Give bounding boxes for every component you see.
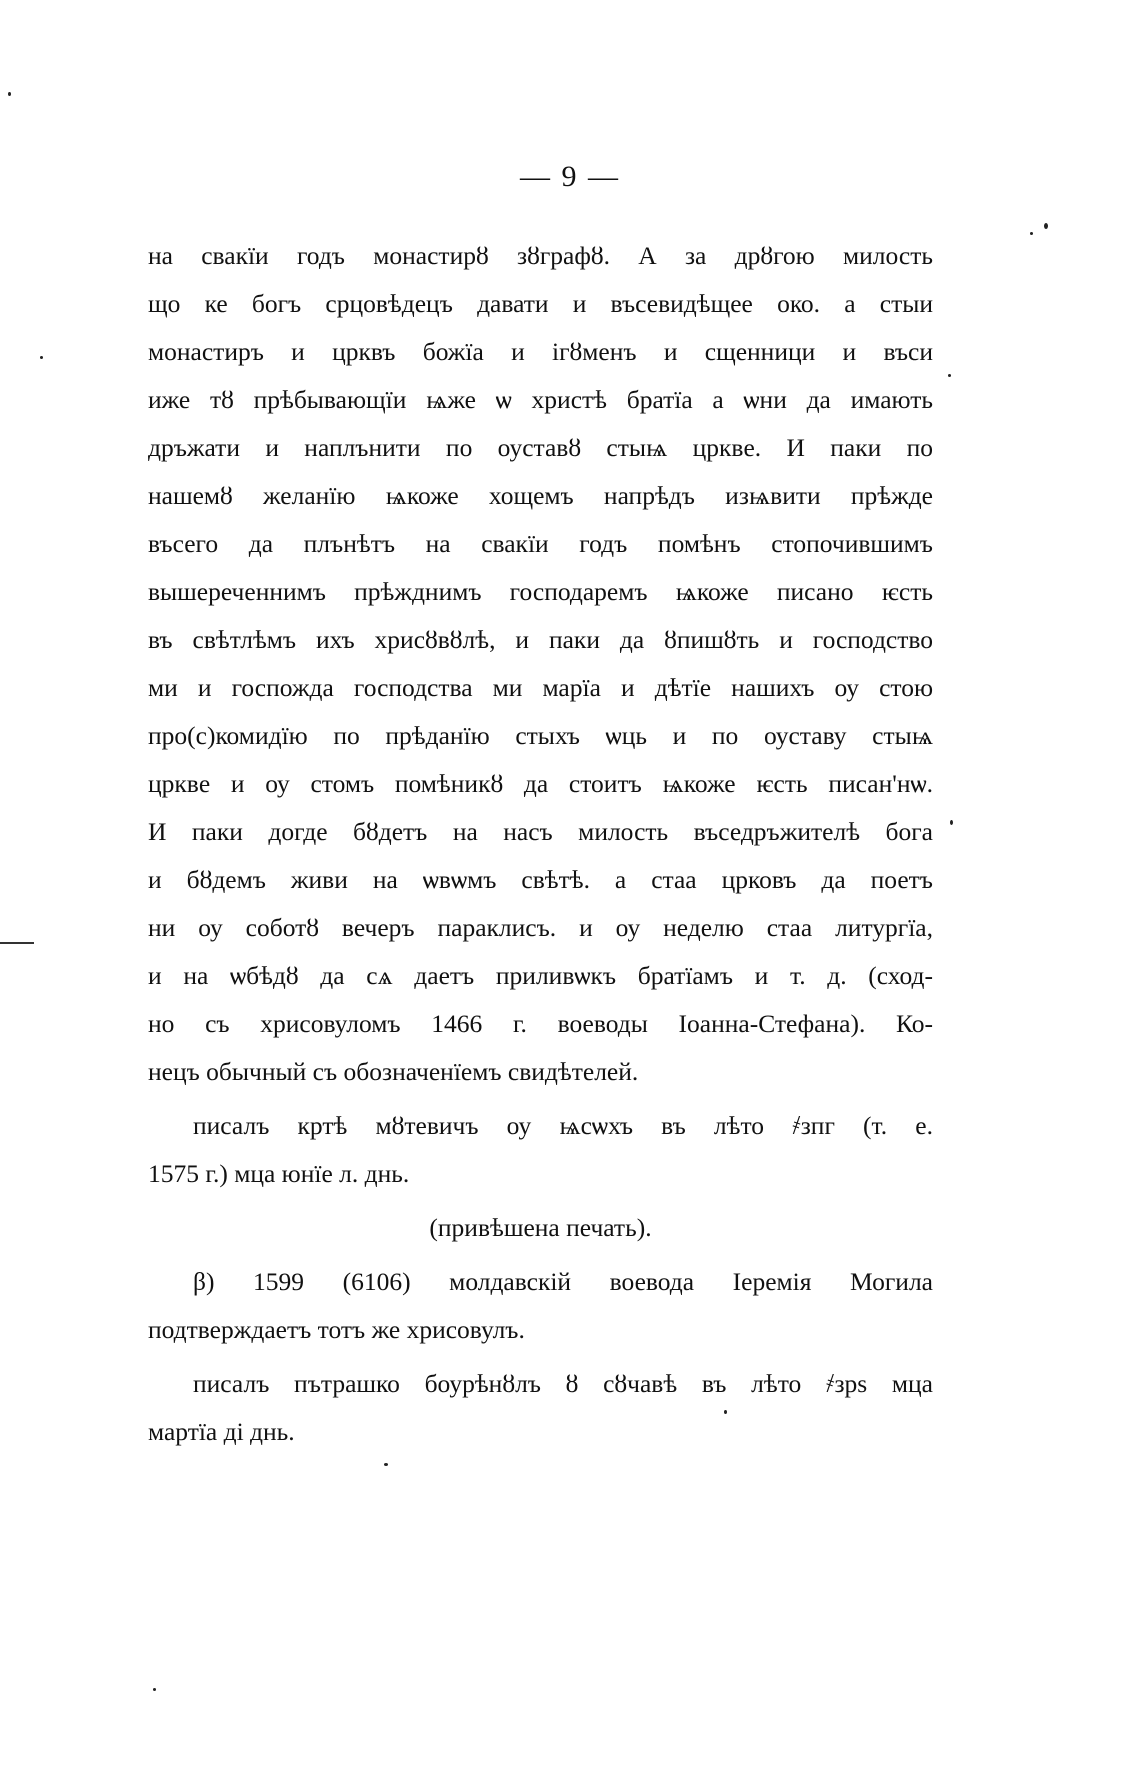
text-line: ми и госпожда господства ми марїа и дѣтїе нашихъ оу стою [148,673,933,702]
scan-speck [950,820,953,825]
text-line: нецъ обычный съ обозначенїемъ свидѣтелей. [148,1057,639,1086]
scan-speck [1030,232,1033,235]
text-line: дръжати и наплънити по оуставȣ стыѩ црквe. И паки по [148,433,933,462]
body-text [148,232,933,1456]
text-line: що ке богъ срцовѣдецъ давати и въсевидѣщее око. а стыи [148,289,933,318]
scan-speck [384,1463,388,1466]
text-line: (привѣшена печать). [429,1213,652,1242]
text-line: 1575 г.) мца юнїе л. днь. [148,1159,410,1188]
scan-scratch [0,942,34,944]
text-line: подтверждаетъ тотъ же хрисовулъ. [148,1315,525,1344]
text-line: И паки догде бȣдетъ на насъ милость въседръжителѣ бога [148,817,933,846]
text-line: на свакїи годъ монастирȣ зȣграфȣ. А за дрȣгою милость [148,241,933,270]
page-number: — 9 — [520,160,620,193]
text-line: нашемȣ желанїю ѩкоже хощемъ напрѣдъ изѩвити прѣжде [148,481,933,510]
text-line: писалъ кртѣ мȣтевичъ оу ѩсѡхъ въ лѣто ҂зпг (т. е. [193,1111,933,1140]
scan-speck [153,1688,156,1691]
text-line: и на ѡбѣдȣ да сѧ даетъ приливѡкъ братїамъ и т. д. (сход- [148,961,933,990]
text-line: иже тȣ прѣбывающїи ѩже ѡ христѣ братїа а ѡни да имають [148,385,933,414]
text-line: ни оу соботȣ вечеръ параклисъ. и оу неделю стаа литургїа, [148,913,933,942]
scan-speck [1044,223,1048,229]
scan-speck [8,92,11,96]
text-line: и бȣдемъ живи на ѡвѡмъ свѣтѣ. а стаа црковъ да поетъ [148,865,933,894]
text-line: мартїа ді днь. [148,1417,295,1446]
text-line: въ свѣтлѣмъ ихъ хрисȣвȣлѣ, и паки да ȣпишȣть и господство [148,625,933,654]
scan-speck [948,374,951,377]
text-line: писалъ пътрашко боурѣнȣлъ ȣ сȣчавѣ въ лѣто ҂зрѕ мца [193,1369,933,1398]
text-line: но съ хрисовуломъ 1466 г. воеводы Іоанна-Стефана). Ко- [148,1009,933,1038]
scan-speck [40,356,43,359]
text-line: про(с)комидїю по прѣданїю стыхъ ѡць и по оуставу стыѩ [148,721,933,750]
text-line: црквe и оу стомъ помѣникȣ да стоитъ ѩкоже ѥсть писан'нѡ. [148,769,933,798]
scan-speck [724,1410,727,1414]
text-line: монастиръ и црквъ божїа и ігȣменъ и сщенници и въси [148,337,933,366]
text-line: въсего да плънѣтъ на свакїи годъ помѣнъ стопочившимъ [148,529,933,558]
text-line: вышереченнимъ прѣжднимъ господаремъ ѩкоже писано ѥсть [148,577,933,606]
text-line: β) 1599 (6106) молдавскій воевода Іеремія Могила [193,1267,933,1296]
